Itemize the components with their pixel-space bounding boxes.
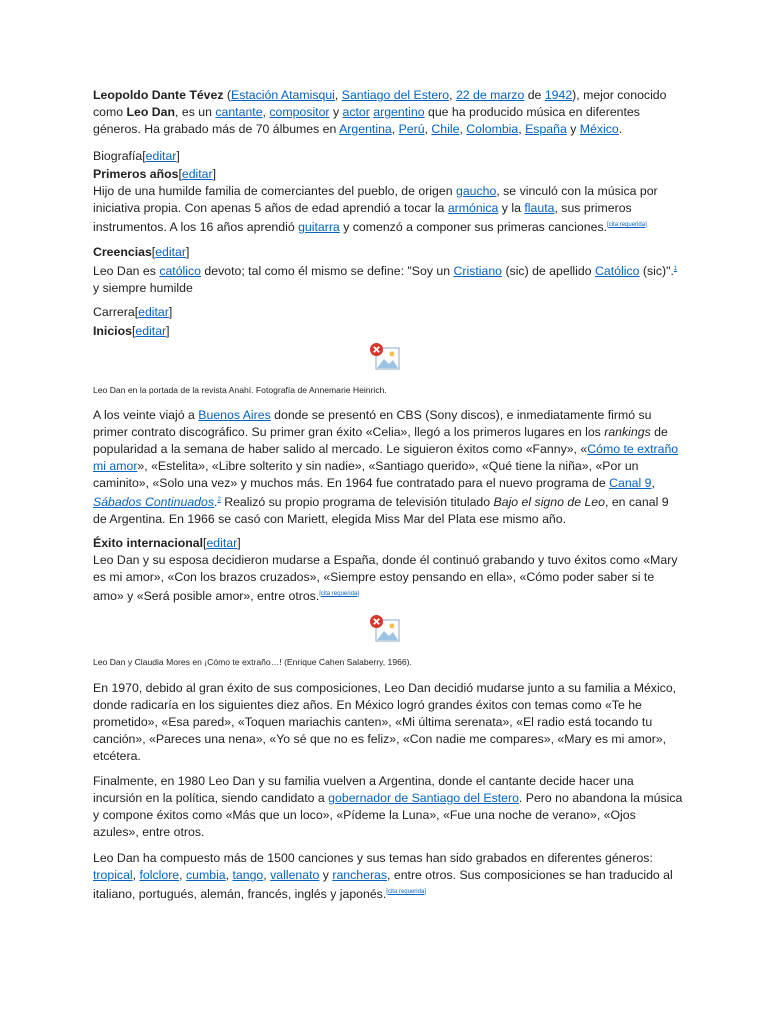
link-cumbia[interactable]: cumbia	[186, 868, 226, 882]
link-vallenato[interactable]: vallenato	[270, 868, 320, 882]
link-actor[interactable]: actor	[342, 105, 370, 119]
link-folclore[interactable]: folclore	[139, 868, 180, 882]
link-santiago-del-estero[interactable]: Santiago del Estero	[341, 88, 450, 102]
heading-biografia: Biografía[editar]	[93, 149, 180, 163]
cita-requerida-link[interactable]: cita requerida	[387, 889, 425, 895]
heading-carrera: Carrera[editar]	[93, 305, 173, 319]
link-catolico[interactable]: católico	[159, 264, 202, 279]
paragraph-generos: Leo Dan ha compuesto más de 1500 canciones y sus temas han sido grabados en diferentes géneros: tropical, folclore, cumbia, tango, vallenato y rancheras, entre otros. Sus composiciones se han traducido al italiano, portugués, alemán, francés, inglés y japonés.[cita requerida]	[93, 851, 673, 902]
paragraph-inicios: A los veinte viajó a Buenos Aires donde se presentó en CBS (Sony discos), e inmediatamente firmó su primer contrato discográfico. Su primer gran éxito «Celia», llegó a los primeros lugares en los rankings de popularidad a la semana de haber salido al mercado. Le siguieron éxitos como «Fanny», «Cómo te extraño mi amor», «Estelita», «Libre solterito y sin nadie», «Santiago querido», «Qué tiene la niña», «Por un caminito», «Solo una vez» y muchos más. En 1964 fue contratado para el nuevo programa de Canal 9, Sábados Continuados.$^2$ Realizó su propio programa de televisión titulado Bajo el signo de Leo, en canal 9 de Argentina. En 1966 se casó con Mariett, elegida Miss Mar del Plata ese mismo año.	[93, 408, 679, 527]
link-armonica[interactable]: armónica	[447, 201, 499, 215]
edit-link-exito-internacional[interactable]: editar	[206, 536, 238, 550]
reference-2[interactable]: 2	[217, 497, 221, 503]
link-argentino[interactable]: argentino	[373, 105, 425, 119]
paragraph-primeros-anos: Hijo de una humilde familia de comerciantes del pueblo, de origen gaucho, se vinculó con la música por iniciativa propia. Con apenas 5 años de edad aprendió a tocar la armónica y la flauta, sus primeros instrumentos. A los 16 años aprendió guitarra y comenzó a componer sus primeras canciones.[cita requerida]	[93, 184, 658, 235]
link-tropical[interactable]: tropical	[93, 868, 133, 882]
paragraph-creencias: Leo Dan es católico devoto; tal como él mismo se define: "Soy un Cristiano (sic) de apellido Católico (sic)".$^1$ y siempre humilde	[93, 264, 678, 296]
link-catolico-2[interactable]: Católico	[595, 264, 640, 279]
heading-primeros-anos: Primeros años[editar]	[93, 167, 217, 181]
link-peru[interactable]: Perú	[398, 122, 425, 136]
link-argentina[interactable]: Argentina	[339, 122, 392, 136]
link-birth-date[interactable]: 22 de marzo	[455, 88, 525, 102]
link-gaucho[interactable]: gaucho	[455, 184, 497, 198]
link-cantante[interactable]: cantante	[215, 105, 263, 119]
edit-link-biografia[interactable]: editar	[145, 149, 177, 163]
person-name: Leopoldo Dante Tévez	[93, 88, 224, 102]
paragraph-mexico: En 1970, debido al gran éxito de sus composiciones, Leo Dan decidió mudarse junto a su familia a México, donde radicaría en los siguientes diez años. En México logró grandes éxitos con temas como «Te he prometido», «Esa pared», «Toquen mariachis canten», «Mi última serenata», «El radio está tocando tu canción», «Pareces una nena», «Yo sé que no es feliz», «Con nadie me compares», «Mary es mi amor», etcétera.	[93, 681, 677, 763]
edit-link-primeros-anos[interactable]: editar	[181, 167, 213, 181]
link-estacion-atamisqui[interactable]: Estación Atamisqui	[231, 88, 335, 102]
edit-link-carrera[interactable]: editar	[138, 305, 169, 319]
reference-1[interactable]: 1	[673, 266, 678, 272]
link-chile[interactable]: Chile	[431, 122, 460, 136]
link-cristiano[interactable]: Cristiano	[453, 264, 503, 279]
edit-link-inicios[interactable]: editar	[135, 324, 167, 338]
link-buenos-aires[interactable]: Buenos Aires	[198, 408, 271, 422]
broken-image-icon	[369, 342, 401, 372]
link-birth-year[interactable]: 1942	[544, 88, 573, 102]
intro-paragraph: Leopoldo Dante Tévez (Estación Atamisqui, Santiago del Estero, 22 de marzo de 1942), mejor conocido como Leo Dan, es un cantante, compositor y actor argentino que ha producido música en diferentes géneros. Ha grabado más de 70 álbumes en Argentina, Perú, Chile, Colombia, España y México.	[93, 88, 667, 136]
edit-link-creencias[interactable]: editar	[155, 245, 186, 259]
link-gobernador-santiago[interactable]: gobernador de Santiago del Estero	[328, 791, 519, 805]
paragraph-exito-internacional: Leo Dan y su esposa decidieron mudarse a España, donde él continuó grabando y tuvo éxitos como «Mary es mi amor», «Con los brazos cruzados», «Siempre estoy pensando en ella», «Cómo poder saber si te amo» y «Será posible amor», entre otros.[cita requerida]	[93, 553, 678, 604]
link-colombia[interactable]: Colombia	[466, 122, 519, 136]
cita-requerida-link[interactable]: cita requerida	[608, 222, 646, 228]
link-como-te-extrano[interactable]: Cómo te extraño mi amor	[93, 442, 679, 473]
heading-exito-internacional: Éxito internacional[editar]	[93, 536, 241, 550]
cita-requerida-link[interactable]: cita requerida	[320, 591, 358, 597]
paragraph-politica: Finalmente, en 1980 Leo Dan y su familia vuelven a Argentina, donde el cantante decide hacer una incursión en la política, siendo candidato a gobernador de Santiago del Estero. Pero no abandona la música y compone éxitos como «Más que un loco», «Pídeme la Luna», «Fue una noche de verano», «Ojos azules», entre otros.	[93, 774, 683, 839]
heading-inicios: Inicios[editar]	[93, 324, 170, 338]
image-caption-anahi: Leo Dan en la portada de la revista Anahí. Fotografía de Annemarie Heinrich.	[93, 385, 387, 395]
link-compositor[interactable]: compositor	[269, 105, 330, 119]
link-guitarra[interactable]: guitarra	[298, 220, 340, 235]
link-sabados-continuados[interactable]: Sábados Continuados	[93, 495, 215, 510]
link-mexico[interactable]: México	[579, 122, 619, 136]
heading-creencias: Creencias[editar]	[93, 245, 190, 259]
broken-image-icon	[369, 614, 401, 644]
link-flauta[interactable]: flauta	[524, 201, 555, 215]
stage-name: Leo Dan	[126, 105, 176, 119]
link-canal-9[interactable]: Canal 9	[609, 476, 652, 490]
link-tango[interactable]: tango	[232, 868, 264, 882]
link-rancheras[interactable]: rancheras	[332, 868, 388, 882]
image-caption-claudia-mores: Leo Dan y Claudia Mores en ¡Cómo te extraño…! (Enrique Cahen Salaberry, 1966).	[93, 657, 412, 667]
link-espana[interactable]: España	[525, 122, 567, 136]
